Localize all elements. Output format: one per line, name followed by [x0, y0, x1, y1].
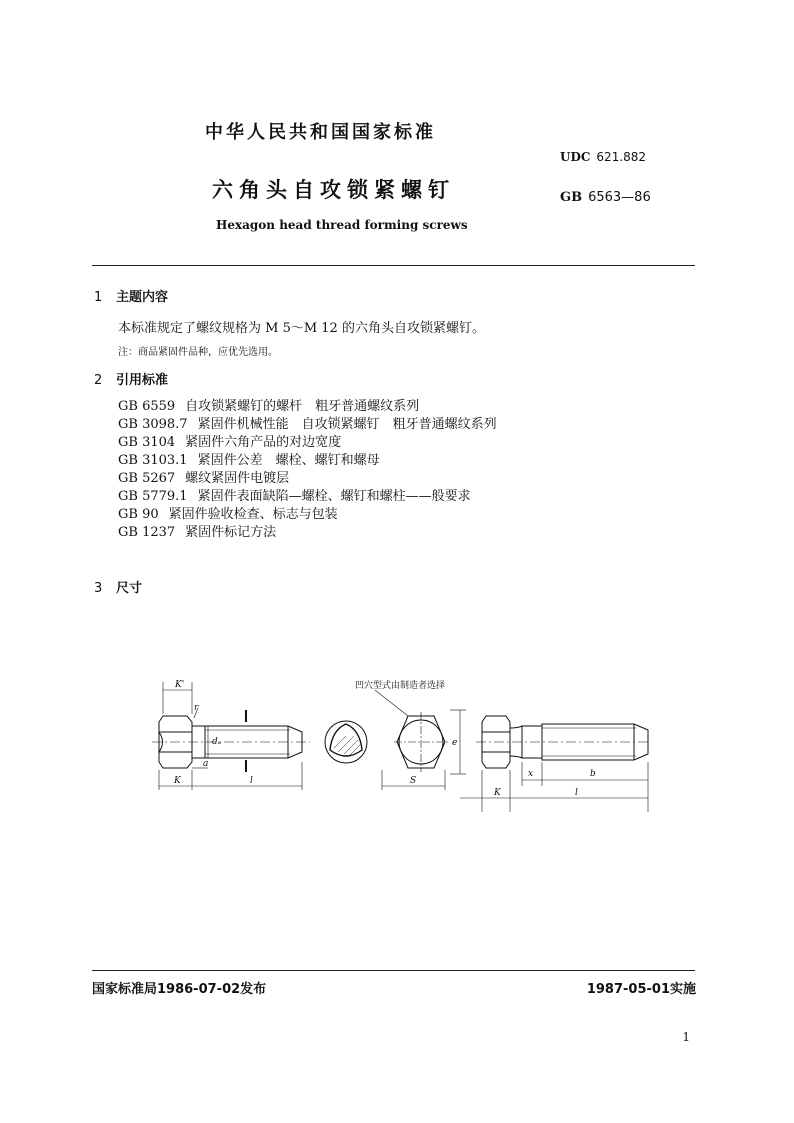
dim-label-e: e	[452, 738, 458, 748]
section-1-note: 注：商品紧固件品种，应优先选用。	[118, 347, 278, 358]
reference-item: GB 3104 紧固件六角产品的对边宽度	[118, 435, 342, 450]
section-1-number: 1	[94, 290, 103, 305]
side-view-left	[152, 682, 310, 790]
dim-label-l: l	[250, 776, 253, 786]
section-3-heading	[94, 577, 142, 596]
section-3-title: 尺寸	[116, 581, 143, 596]
section-2-heading	[94, 369, 168, 388]
gb-code	[560, 190, 651, 205]
issuing-organization: 中华人民共和国国家标准	[205, 122, 436, 143]
screw-dimension-drawing	[150, 670, 650, 820]
side-view-right	[460, 716, 650, 812]
section-1-heading	[94, 286, 168, 305]
reference-item: GB 3098.7 紧固件机械性能 自攻锁紧螺钉 粗牙普通螺纹系列	[118, 417, 497, 432]
standard-title-english: Hexagon head thread forming screws	[216, 218, 468, 232]
standard-title-chinese: 六角头自攻锁紧螺钉	[212, 178, 455, 202]
dim-label-k1: K'	[175, 680, 185, 690]
header-divider	[92, 265, 695, 266]
cross-section-view	[325, 721, 367, 763]
dim-label-x: x	[528, 769, 534, 779]
section-1-title: 主题内容	[116, 290, 169, 305]
section-2-number: 2	[94, 373, 103, 388]
footer-divider	[92, 970, 695, 971]
gb-label: GB	[560, 190, 583, 205]
dim-label-r: r	[194, 703, 199, 713]
udc-code	[560, 150, 646, 164]
page-number: 1	[682, 1030, 690, 1044]
dim-label-a: a	[203, 759, 209, 769]
section-2-title: 引用标准	[116, 373, 169, 388]
reference-item: GB 3103.1 紧固件公差 螺栓、螺钉和螺母	[118, 453, 380, 468]
dim-label-b: b	[590, 769, 596, 779]
reference-item: GB 5779.1 紧固件表面缺陷—螺栓、螺钉和螺柱——般要求	[118, 489, 471, 504]
section-1-text: 本标准规定了螺纹规格为 M 5～M 12 的六角头自攻锁紧螺钉。	[118, 321, 485, 336]
section-3-number: 3	[94, 581, 103, 596]
udc-value: 621.882	[596, 150, 647, 164]
dim-label-l-right: l	[575, 788, 578, 798]
udc-label: UDC	[560, 150, 591, 164]
gb-value: 6563—86	[588, 190, 651, 205]
reference-list	[118, 398, 497, 542]
dim-label-k: K	[174, 776, 181, 786]
dim-label-s: S	[410, 776, 417, 786]
reference-item: GB 1237 紧固件标记方法	[118, 525, 277, 540]
reference-item: GB 6559 自攻锁紧螺钉的螺杆 粗牙普通螺纹系列	[118, 399, 420, 414]
reference-item: GB 5267 螺纹紧固件电镀层	[118, 471, 290, 486]
dim-label-k-right: K	[494, 788, 501, 798]
dim-label-da: dₐ	[212, 737, 222, 747]
issue-date: 国家标准局1986-07-02发布	[92, 982, 267, 997]
reference-item: GB 90 紧固件验收检查、标志与包装	[118, 507, 338, 522]
effective-date: 1987-05-01实施	[586, 982, 696, 997]
figure-caption: 凹穴型式由制造者选择	[355, 681, 446, 691]
